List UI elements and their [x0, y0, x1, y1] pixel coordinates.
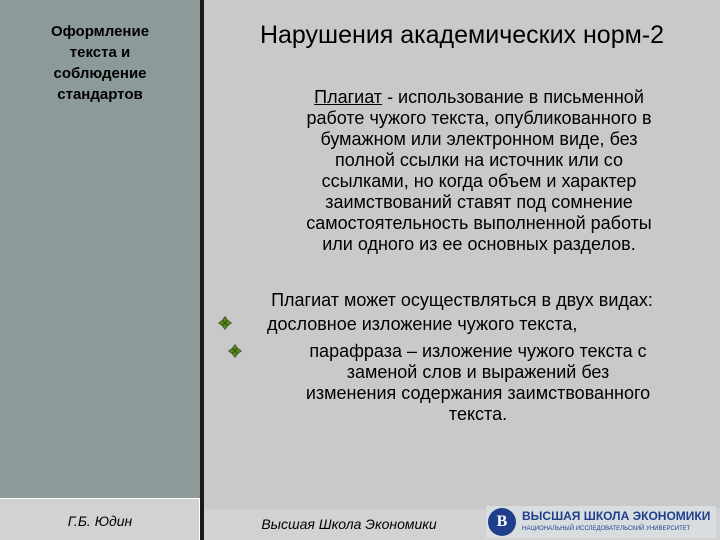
section-title-line: Оформление	[50, 23, 150, 40]
bullet-line: изменения содержания заимствованного	[305, 383, 651, 403]
definition-line: бумажном или электронном виде, без	[320, 129, 638, 149]
definition-line	[254, 87, 704, 108]
school-name: Высшая Школа Экономики	[261, 516, 437, 532]
section-title	[12, 21, 188, 105]
bullet-item	[264, 341, 692, 425]
hse-emblem-icon: В	[488, 508, 516, 536]
definition-term: Плагиат	[314, 87, 383, 107]
bullet-line: дословное изложение чужого текста,	[267, 314, 578, 334]
diamond-bullet-icon	[217, 315, 233, 331]
slide-title: Нарушения академических норм-2	[259, 21, 665, 49]
definition-line: полной ссылки на источник или со	[335, 150, 623, 170]
bullet-line: заменой слов и выражений без	[346, 362, 610, 382]
section-title-line: стандартов	[57, 86, 143, 103]
slide-content	[204, 0, 720, 540]
logo-name: ВЫСШАЯ ШКОЛА ЭКОНОМИКИ	[522, 509, 711, 523]
definition-line: или одного из ее основных разделов.	[322, 234, 636, 254]
author-box	[0, 498, 200, 540]
bullet-item	[267, 314, 687, 335]
definition-paragraph	[254, 87, 704, 255]
types-intro: Плагиат может осуществляться в двух видах:	[271, 290, 653, 310]
definition-line: работе чужого текста, опубликованного в	[306, 108, 652, 128]
hse-logo	[486, 506, 716, 538]
section-title-line: соблюдение	[53, 65, 147, 82]
definition-line: ссылками, но когда объем и характер	[321, 171, 637, 191]
bullet-line: текста.	[448, 404, 508, 424]
logo-subtitle: НАЦИОНАЛЬНЫЙ ИССЛЕДОВАТЕЛЬСКИЙ УНИВЕРСИТЕТ	[522, 526, 691, 532]
definition-line: заимствований ставят под сомнение	[325, 192, 633, 212]
definition-line: самостоятельность выполненной работы	[306, 213, 652, 233]
definition-line-text: - использование в письменной	[382, 87, 644, 107]
diamond-bullet-icon	[227, 343, 243, 359]
author-name: Г.Б. Юдин	[67, 513, 133, 529]
sidebar-panel	[0, 0, 200, 540]
section-title-line: текста и	[69, 44, 131, 61]
bullet-line: парафраза – изложение чужого текста с	[309, 341, 647, 361]
